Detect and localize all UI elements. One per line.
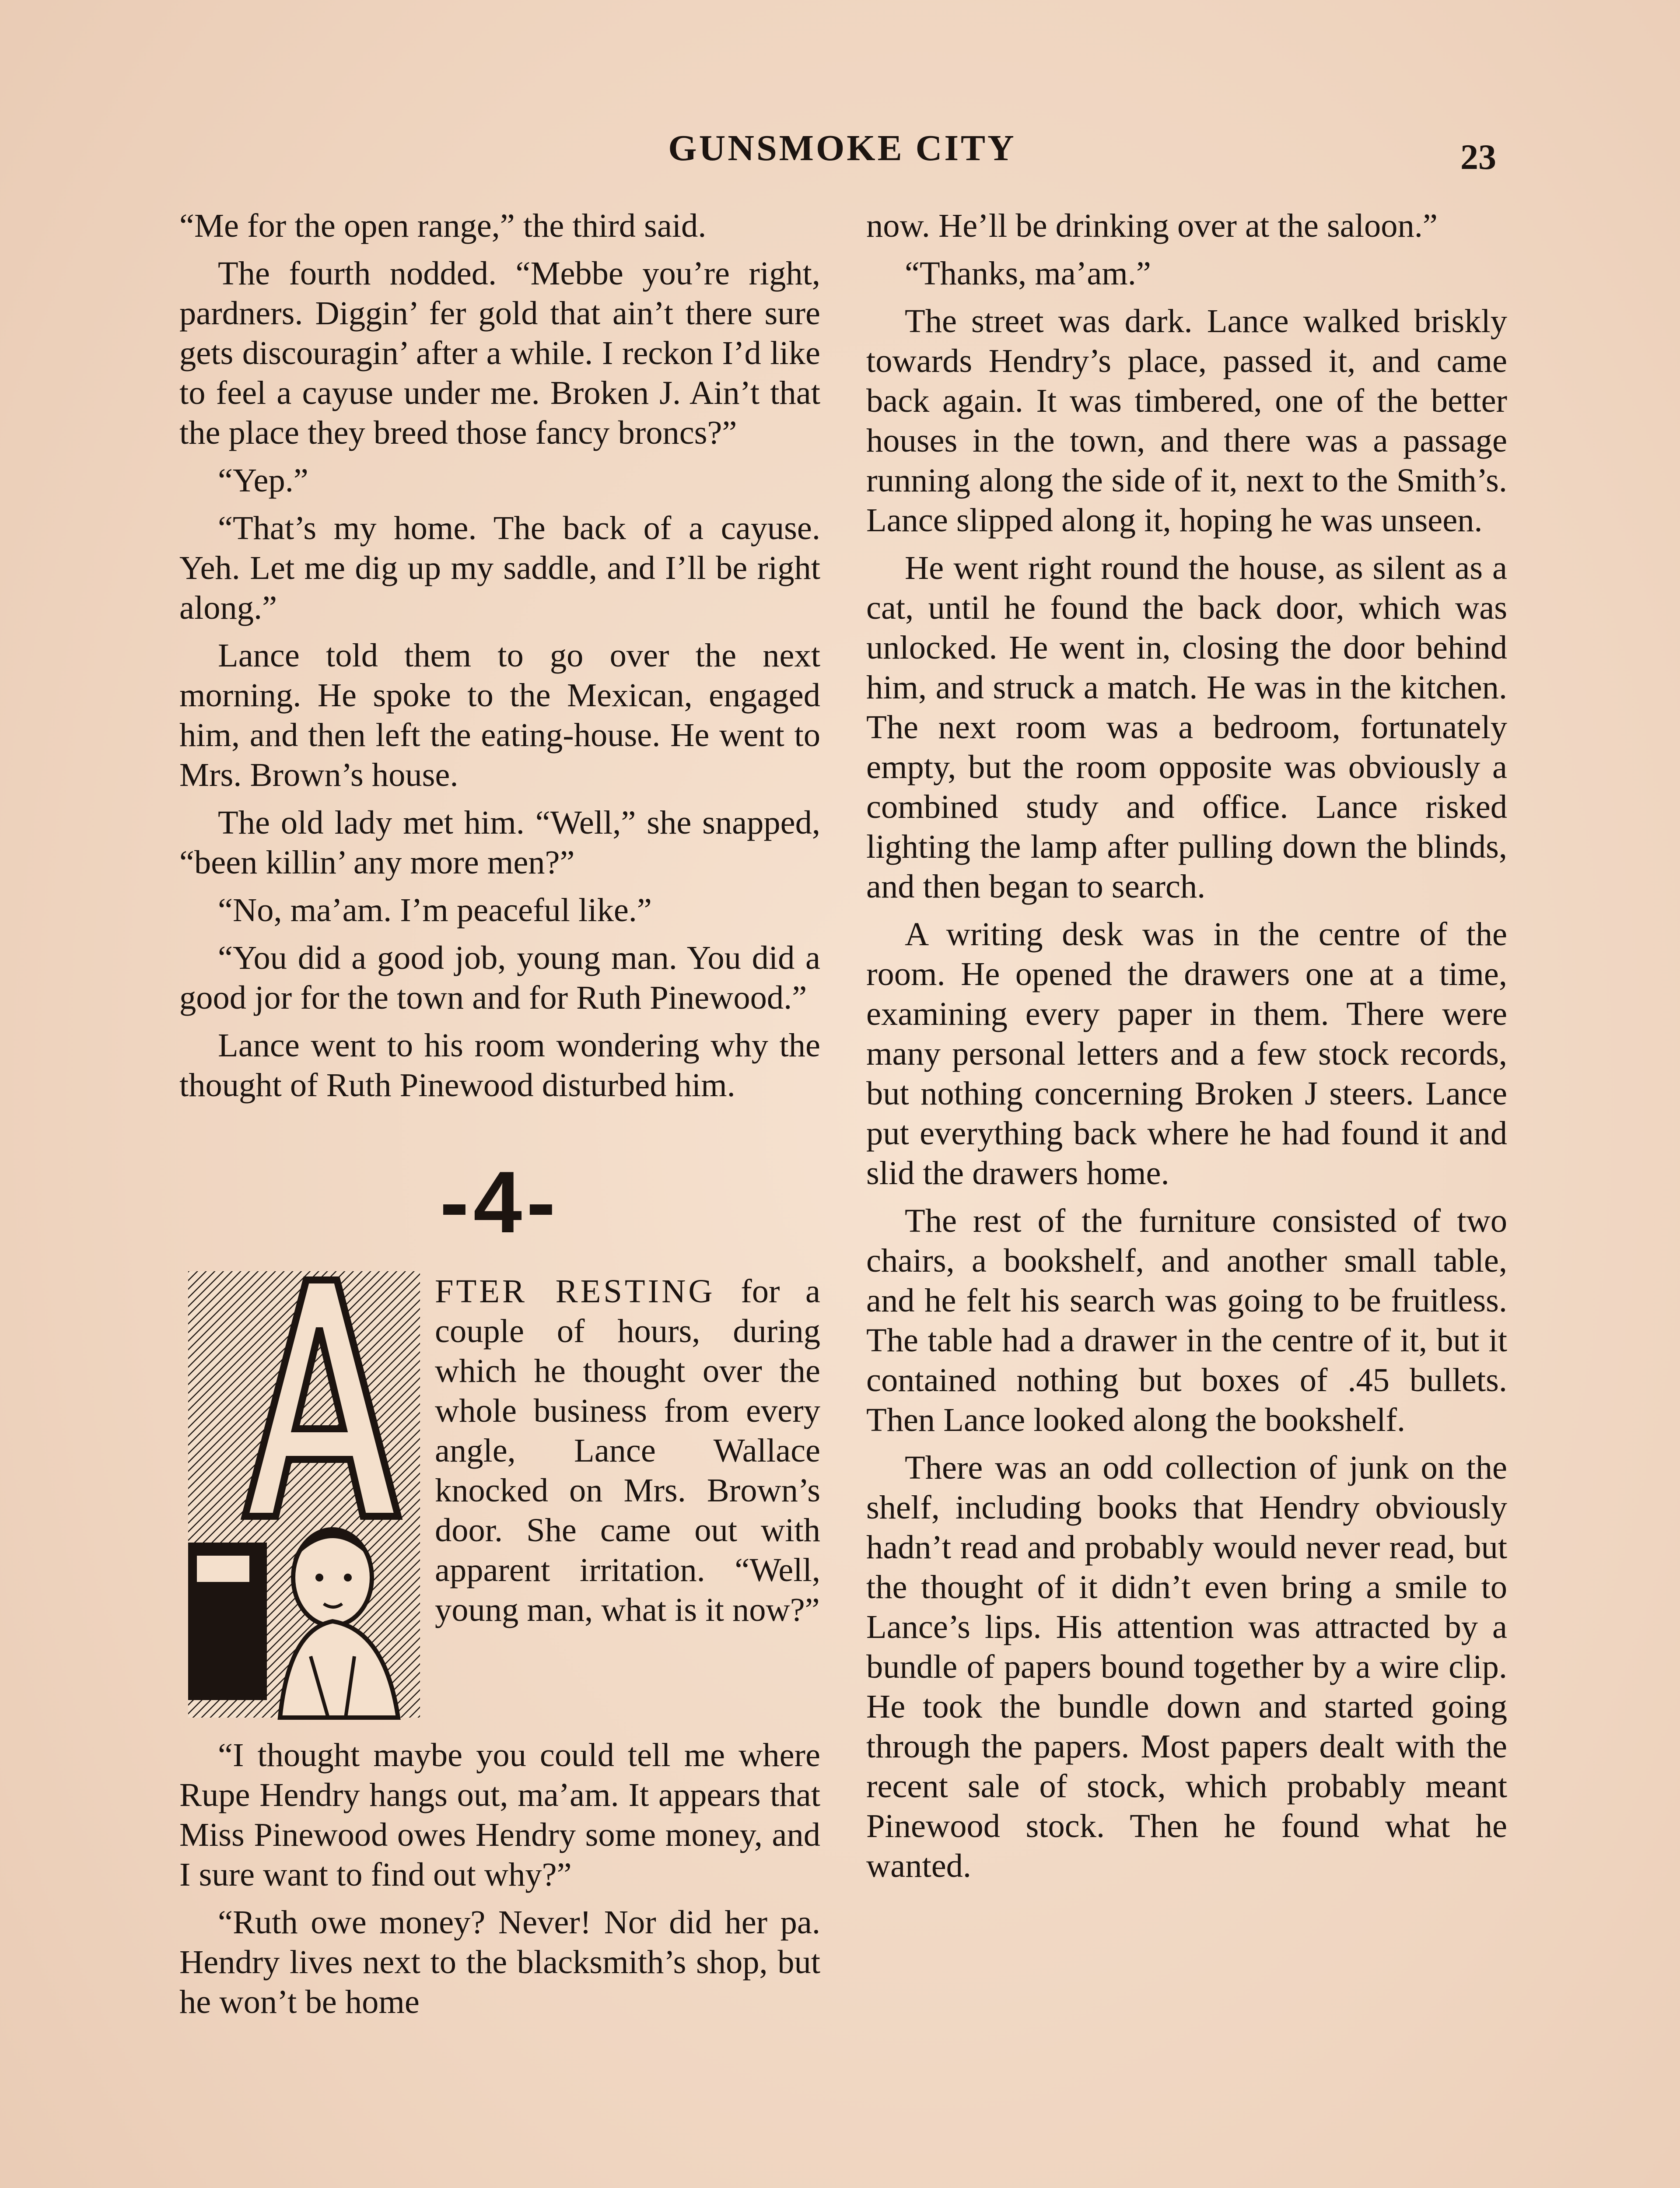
- opening-small-caps: FTER RESTING: [435, 1273, 715, 1310]
- paragraph: “That’s my home. The back of a cayuse. Yeh. Let me dig up my saddle, and I’ll be right along.”: [179, 509, 820, 626]
- paragraph: “Thanks, ma’am.”: [905, 255, 1151, 292]
- paragraph: The street was dark. Lance walked briskly towards Hendry’s place, passed it, and came back again. It was timbered, one of the better houses in the town, and there was a passage running along the side of it, next to the Smith’s. Lance slipped along it, hoping he was unseen.: [866, 302, 1507, 539]
- paragraph: “You did a good job, young man. You did a good jor for the town and for Ruth Pinewood.”: [179, 939, 820, 1016]
- opening-rest: for a couple of hours, during which he thought over the whole business from every angle, Lance Wallace knocked on Mrs. Brown’s door. She came out with apparent irritation. “Well, young man, what is it now?”: [435, 1273, 821, 1628]
- running-title: GUNSMOKE CITY: [668, 128, 1016, 168]
- paragraph: “Yep.”: [218, 462, 308, 499]
- right-column: [866, 206, 1507, 1893]
- paragraph: “No, ma’am. I’m peaceful like.”: [218, 891, 652, 929]
- paragraph: The rest of the furniture consisted of two chairs, a bookshelf, and another small table, and he felt his search was going to be fruitless. The table had a drawer in the centre of it, but it contained nothing but boxes of .45 bullets. Then Lance looked along the bookshelf.: [866, 1202, 1507, 1438]
- chapter-number: -4-: [440, 1154, 560, 1251]
- left-column: [179, 206, 820, 2030]
- illustrated-dropcap-icon: [179, 1271, 424, 1735]
- paragraph: The old lady met him. “Well,” she snapped, “been killin’ any more men?”: [179, 804, 820, 881]
- paragraph: Lance told them to go over the next morning. He spoke to the Mexican, engaged him, and then left the eating-house. He went to Mrs. Brown’s house.: [179, 637, 820, 793]
- paragraph: There was an odd collection of junk on the shelf, including books that Hendry obviously hadn’t read and probably would never read, but the thought of it didn’t even bring a smile to Lance’s lips. His attention was attracted by a bundle of papers bound together by a wire clip. He took the bundle down and started going through the papers. Most papers dealt with the recent sale of stock, which probably meant Pinewood stock. Then he found what he wanted.: [866, 1449, 1507, 1884]
- paragraph: Lance went to his room wondering why the thought of Ruth Pinewood disturbed him.: [179, 1027, 820, 1104]
- paragraph: He went right round the house, as silent as a cat, until he found the back door, which was unlocked. He went in, closing the door behind him, and struck a match. He was in the kitchen. The next room was a bedroom, fortunately empty, but the room opposite was obviously a combined study and office. Lance risked lighting the lamp after pulling down the blinds, and then began to search.: [866, 549, 1507, 905]
- paragraph: “Ruth owe money? Never! Nor did her pa. Hendry lives next to the blacksmith’s shop, but he won’t be home: [179, 1904, 820, 2020]
- paragraph: now. He’ll be drinking over at the saloon.”: [866, 207, 1438, 244]
- paragraph: A writing desk was in the centre of the room. He opened the drawers one at a time, examining every paper in them. There were many personal letters and a few stock records, but nothing concerning Broken J steers. Lance put everything back where he had found it and slid the drawers home.: [866, 915, 1507, 1192]
- page-header: [179, 127, 1505, 179]
- paragraph: “I thought maybe you could tell me where Rupe Hendry hangs out, ma’am. It appears that Miss Pinewood owes Hendry some money, and I sure want to find out why?”: [179, 1736, 820, 1893]
- paragraph: “Me for the open range,” the third said.: [179, 207, 707, 244]
- chapter-heading: [179, 1154, 820, 1251]
- paragraph: The fourth nodded. “Mebbe you’re right, pardners. Diggin’ fer gold that ain’t there sure gets discouragin’ after a while. I reckon I’d like to feel a cayuse under me. Broken J. Ain’t that the place they breed those fancy broncs?”: [179, 255, 820, 451]
- page-number: 23: [1460, 137, 1496, 177]
